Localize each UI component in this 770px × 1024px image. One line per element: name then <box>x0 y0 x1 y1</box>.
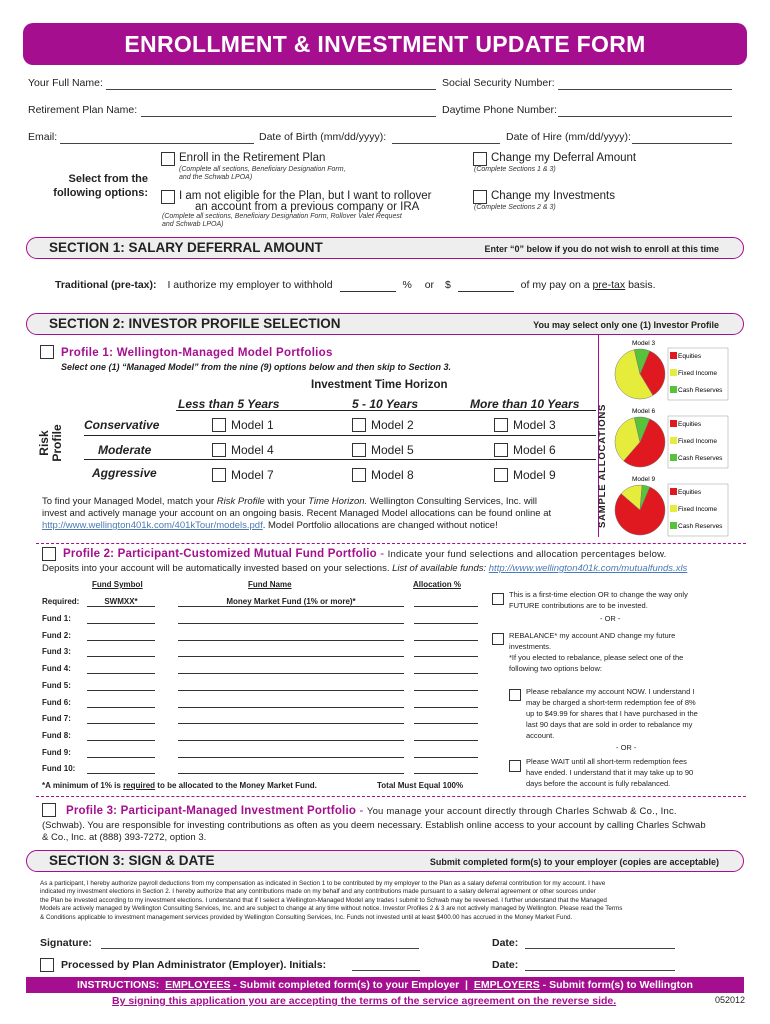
model-5-checkbox[interactable] <box>352 443 366 457</box>
phone-label: Daytime Phone Number: <box>442 104 557 116</box>
fund-name-field[interactable] <box>178 664 404 674</box>
required-allocation[interactable] <box>414 597 478 607</box>
model-2-label: Model 2 <box>371 418 414 432</box>
fund-symbol-field[interactable] <box>87 614 155 624</box>
legend-swatch <box>670 352 677 359</box>
select-options-label: Select from the following options: <box>53 173 148 199</box>
of-pay-text: of my pay on a <box>520 279 590 291</box>
funds-link[interactable]: http://www.wellington401k.com/mutualfunds.xls <box>488 563 688 574</box>
profile2-deposit-line: Deposits into your account will be automatically invested based on your selections. List of available funds: http://www.wellington401k.com/mutualfunds.xls <box>42 563 688 574</box>
deferral-note: (Complete Sections 1 & 3) <box>474 166 556 173</box>
minimum-note: *A minimum of 1% is required to be allocated to the Money Market Fund. <box>42 781 317 790</box>
legend-swatch <box>670 437 677 444</box>
section3-note: Submit completed form(s) to your employer (copies are acceptable) <box>429 857 719 867</box>
signature-field[interactable] <box>101 937 419 949</box>
model-7-checkbox[interactable] <box>212 468 226 482</box>
rebalance-wait-checkbox[interactable] <box>509 760 521 772</box>
fund-name-field[interactable] <box>178 731 404 741</box>
allocation-charts <box>614 336 746 538</box>
fund-symbol-field[interactable] <box>87 748 155 758</box>
fund-name-field[interactable] <box>178 714 404 724</box>
section3-title: SECTION 3: SIGN & DATE <box>49 853 215 868</box>
rollover-note-1: (Complete all sections, Beneficiary Designation Form, Rollover Valet Request <box>162 213 402 220</box>
model-8-checkbox[interactable] <box>352 468 366 482</box>
dollar-sign: $ <box>444 279 451 291</box>
profile3-title-row: Profile 3: Participant-Managed Investment Portfolio - You manage your account directly through Charles Schwab & Co., Inc. <box>66 805 677 817</box>
percent-sign: % <box>402 279 412 291</box>
fund-allocation-field[interactable] <box>414 664 478 674</box>
doh-label: Date of Hire (mm/dd/yyyy): <box>506 131 631 143</box>
legend-label: Equities <box>678 489 702 496</box>
fund-symbol-field[interactable] <box>87 647 155 657</box>
email-field[interactable] <box>60 133 254 144</box>
fund-symbol-field[interactable] <box>87 731 155 741</box>
fund-label: Fund 8: <box>42 730 71 740</box>
dob-label: Date of Birth (mm/dd/yyyy): <box>259 131 387 143</box>
legend-label: Equities <box>678 353 702 360</box>
required-label: Required: <box>42 597 80 606</box>
models-link[interactable]: http://www.wellington401k.com/401kTour/models.pdf <box>42 520 263 531</box>
row-moderate: Moderate <box>98 443 152 457</box>
fund-symbol-field[interactable] <box>87 681 155 691</box>
rebalance-now-checkbox[interactable] <box>509 689 521 701</box>
time-horizon-label: Investment Time Horizon <box>311 379 448 391</box>
fund-symbol-header: Fund Symbol <box>92 580 143 589</box>
enroll-checkbox[interactable] <box>161 152 175 166</box>
fund-name-field[interactable] <box>178 614 404 624</box>
pretax-text: pre-tax <box>592 279 626 291</box>
basis-text: basis. <box>628 279 656 291</box>
fund-name-field[interactable] <box>178 647 404 657</box>
legend-label: Fixed Income <box>678 506 718 513</box>
model-7-label: Model 7 <box>231 468 274 482</box>
model-9-checkbox[interactable] <box>494 468 508 482</box>
profile2-checkbox[interactable] <box>42 547 56 561</box>
rebalance-text: REBALANCE* my account AND change my future investments. *If you elected to rebalance, please select one of the following two options below: <box>509 631 684 673</box>
chart-title: Model 3 <box>632 340 656 347</box>
fund-allocation-field[interactable] <box>414 714 478 724</box>
fund-allocation-field[interactable] <box>414 698 478 708</box>
divider-2 <box>36 796 746 797</box>
fund-label: Fund 3: <box>42 647 71 657</box>
processed-label: Processed by Plan Administrator (Employer). Initials: <box>61 959 327 971</box>
section1-title: SECTION 1: SALARY DEFERRAL AMOUNT <box>49 240 323 255</box>
legend-swatch <box>670 386 677 393</box>
ssn-label: Social Security Number: <box>442 77 555 89</box>
signature-date-field[interactable] <box>525 937 675 949</box>
fund-name-field[interactable] <box>178 631 404 641</box>
rebalance-wait-text: Please WAIT until all short-term redemption fees have ended. I understand that it may take up to 90 days before the account is fully rebalanced. <box>526 757 694 788</box>
legal-line: the Plan be invested according to my investment elections. I understand that if I select a Wellington-Managed Model any trades I submit to Schwab may be reversed. I further understand that the Managed <box>40 896 607 904</box>
legend-label: Cash Reserves <box>678 387 723 394</box>
full-name-label: Your Full Name: <box>28 77 103 89</box>
row-aggressive: Aggressive <box>92 466 157 480</box>
deferral-checkbox[interactable] <box>473 152 487 166</box>
fund-symbol-field[interactable] <box>87 698 155 708</box>
rollover-label-1: I am not eligible for the Plan, but I want to rollover <box>179 190 432 202</box>
fund-allocation-field[interactable] <box>414 731 478 741</box>
model-9-label: Model 9 <box>513 468 556 482</box>
model-4-label: Model 4 <box>231 443 274 457</box>
phone-field[interactable] <box>558 106 732 117</box>
required-symbol: SWMXX* <box>87 597 155 607</box>
doh-field[interactable] <box>632 133 732 144</box>
processed-checkbox[interactable] <box>40 958 54 972</box>
email-label: Email: <box>28 131 58 143</box>
required-fund-name: Money Market Fund (1% or more)* <box>178 597 404 607</box>
legend-label: Fixed Income <box>678 370 718 377</box>
section1-note: Enter “0” below if you do not wish to enroll at this time <box>484 244 719 254</box>
profile1-subtitle: Select one (1) “Managed Model” from the nine (9) options below and then skip to Section 3. <box>61 362 452 372</box>
model-4-checkbox[interactable] <box>212 443 226 457</box>
profile1-title: Profile 1: Wellington-Managed Model Portfolios <box>61 347 333 359</box>
fund-symbol-field[interactable] <box>87 664 155 674</box>
deferral-row <box>55 279 656 292</box>
rollover-note-2: and Schwab LPOA) <box>162 221 224 228</box>
col-lt5: Less than 5 Years <box>178 397 280 411</box>
or-label-2: - OR - <box>616 743 637 752</box>
divider-1 <box>36 543 746 544</box>
processed-date-field[interactable] <box>525 959 675 971</box>
dollar-field[interactable] <box>458 279 514 292</box>
rollover-checkbox[interactable] <box>161 190 175 204</box>
model-2-checkbox[interactable] <box>352 418 366 432</box>
form-title: ENROLLMENT & INVESTMENT UPDATE FORM <box>23 23 747 65</box>
total-note: Total Must Equal 100% <box>377 781 464 790</box>
model-1-label: Model 1 <box>231 418 274 432</box>
investments-note: (Complete Sections 2 & 3) <box>474 204 556 211</box>
dob-field[interactable] <box>392 133 500 144</box>
signature-label: Signature: <box>40 937 92 949</box>
profile3-checkbox[interactable] <box>42 803 56 817</box>
profile2-title: Profile 2: Participant-Customized Mutual Fund Portfolio <box>63 548 377 560</box>
model-6-label: Model 6 <box>513 443 556 457</box>
legend-swatch <box>670 454 677 461</box>
fund-name-field[interactable] <box>178 748 404 758</box>
allocation-header: Allocation % <box>413 580 462 589</box>
profile3-title: Profile 3: Participant-Managed Investment Portfolio <box>66 805 357 817</box>
fund-allocation-field[interactable] <box>414 614 478 624</box>
or-label-1: - OR - <box>600 614 621 623</box>
fund-label: Fund 6: <box>42 697 71 707</box>
fund-allocation-field[interactable] <box>414 631 478 641</box>
rollover-label-2: an account from a previous company or IRA <box>195 201 420 213</box>
fund-label: Fund 9: <box>42 747 71 757</box>
horizon-header <box>176 397 596 411</box>
rebalance-checkbox[interactable] <box>492 633 504 645</box>
enroll-note-2: and the Schwab LPOA) <box>179 174 253 181</box>
section2-header <box>26 313 744 335</box>
legal-line: As a participant, I hereby authorize payroll deductions from my compensation as indicated in Section 1 to be contributed by my employer to the Plan as a salary deferral contribution for my account. I have <box>40 880 606 887</box>
profile1-checkbox[interactable] <box>40 345 54 359</box>
section3-header <box>26 850 744 872</box>
legal-line: Models are actively managed by Wellington Consulting Services, Inc. and are subject to change at any time without notice. Investor Profiles 2 & 3 are not actively managed by Wellington. Please read the Terms <box>40 905 623 913</box>
first-time-checkbox[interactable] <box>492 593 504 605</box>
instructions-bar: INSTRUCTIONS: EMPLOYEES - Submit completed form(s) to your Employer | EMPLOYERS - Submit form(s) to Wellington <box>26 977 744 993</box>
legend-label: Fixed Income <box>678 438 718 445</box>
legend-swatch <box>670 522 677 529</box>
fund-symbol-field[interactable] <box>87 631 155 641</box>
full-name-field[interactable] <box>106 79 436 90</box>
legal-text <box>40 880 740 922</box>
profile2-title-row: Profile 2: Participant-Customized Mutual Fund Portfolio - Indicate your fund selections and allocation percentages below. <box>63 548 667 560</box>
fund-allocation-field[interactable] <box>414 681 478 691</box>
fund-label: Fund 10: <box>42 764 76 774</box>
investments-checkbox[interactable] <box>473 190 487 204</box>
signing-notice: By signing this application you are accepting the terms of the service agreement on the reverse side. <box>112 995 617 1007</box>
legend-label: Cash Reserves <box>678 523 723 530</box>
fund-symbol-field[interactable] <box>87 764 155 774</box>
model-6-checkbox[interactable] <box>494 443 508 457</box>
fund-name-field[interactable] <box>178 681 404 691</box>
enroll-note-1: (Complete all sections, Beneficiary Designation Form, <box>179 166 346 173</box>
section2-title: SECTION 2: INVESTOR PROFILE SELECTION <box>49 316 341 331</box>
form-code: 052012 <box>715 995 746 1005</box>
col-gt10: More than 10 Years <box>470 397 580 411</box>
legend-label: Equities <box>678 421 702 428</box>
col-5to10: 5 - 10 Years <box>352 397 419 411</box>
legend-label: Cash Reserves <box>678 455 723 462</box>
legend-swatch <box>670 488 677 495</box>
ssn-field[interactable] <box>558 79 732 90</box>
section1-header <box>26 237 744 259</box>
fund-name-header: Fund Name <box>248 580 292 589</box>
section2-note: You may select only one (1) Investor Profile <box>533 320 719 330</box>
authorize-text: I authorize my employer to withhold <box>167 279 333 291</box>
legend-swatch <box>670 505 677 512</box>
legal-line: indicated my investment elections in Section 2. I hereby authorize that any contributions made on my behalf and any contributions made pursuant to a salary deferral agreement or other sources under <box>40 888 596 896</box>
plan-name-field[interactable] <box>141 106 436 117</box>
model-3-label: Model 3 <box>513 418 556 432</box>
fund-symbol-field[interactable] <box>87 714 155 724</box>
model-1-checkbox[interactable] <box>212 418 226 432</box>
fund-allocation-field[interactable] <box>414 764 478 774</box>
traditional-label: Traditional (pre-tax): <box>55 279 157 291</box>
chart-title: Model 9 <box>632 476 656 483</box>
model-8-label: Model 8 <box>371 468 414 482</box>
model-grid <box>84 413 596 485</box>
chart-title: Model 6 <box>632 408 656 415</box>
legend-swatch <box>670 369 677 376</box>
fund-label: Fund 7: <box>42 714 71 724</box>
deferral-label: Change my Deferral Amount <box>491 152 637 164</box>
row-conservative: Conservative <box>84 418 160 432</box>
investments-label: Change my Investments <box>491 190 616 202</box>
fund-label: Fund 2: <box>42 630 71 640</box>
profile3-description: (Schwab). You are responsible for investing contributions as often as you deem necessary. Establish online access to your account by calling Charles Schwab & Co., Inc. at (888) 393-7272, option 3. <box>42 820 706 843</box>
percent-field[interactable] <box>340 279 396 292</box>
sample-allocations-panel: SAMPLE ALLOCATIONS <box>598 335 744 537</box>
signature-date-label: Date: <box>492 937 519 949</box>
fund-allocation-field[interactable] <box>414 647 478 657</box>
fund-allocation-field[interactable] <box>414 748 478 758</box>
fund-label: Fund 4: <box>42 664 71 674</box>
fund-label: Fund 1: <box>42 614 71 623</box>
fund-name-field[interactable] <box>178 764 404 774</box>
first-time-text: This is a first-time election OR to change the way only FUTURE contributions are to be invested. <box>509 590 688 610</box>
processed-date-label: Date: <box>492 959 519 971</box>
initials-field[interactable] <box>352 959 420 971</box>
profile2-note: Indicate your fund selections and allocation percentages below. <box>387 549 667 560</box>
model-5-label: Model 5 <box>371 443 414 457</box>
enroll-label: Enroll in the Retirement Plan <box>179 152 326 164</box>
plan-name-label: Retirement Plan Name: <box>28 104 138 116</box>
profile1-description: To find your Managed Model, match your Risk Profile with your Time Horizon. Wellington Consulting Services, Inc. will invest and actively manage your account on an ongoing basis. Recent Managed Model allocations can be found online at http://www.wellington401k.com/401kTour/models.pdf. Model Portfolio allocations are changed without notice! <box>42 496 552 531</box>
legend-swatch <box>670 420 677 427</box>
rebalance-now-text: Please rebalance my account NOW. I understand I may be charged a short-term redemption fee of 8% up to $49.99 for shares that I have purchased in the last 90 days that are sold in order to rebalance my account. <box>526 687 698 740</box>
fund-name-field[interactable] <box>178 698 404 708</box>
fund-label: Fund 5: <box>42 680 71 690</box>
model-3-checkbox[interactable] <box>494 418 508 432</box>
or-text: or <box>424 279 435 291</box>
legal-line: & Conditions applicable to investment management services provided by Wellington Consulting Services, Inc. Funds not invested until at least $400.00 has accrued in the Money Market Fund. <box>40 913 573 921</box>
